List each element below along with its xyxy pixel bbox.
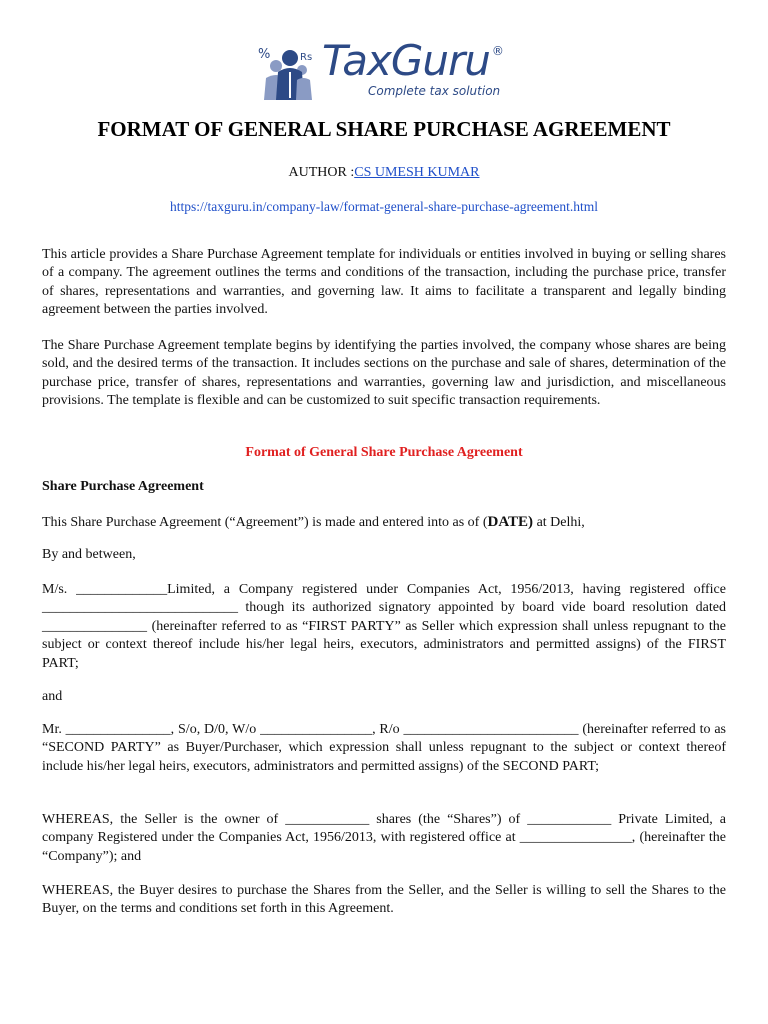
by-and-between: By and between, [42, 547, 136, 562]
people-logo-icon [256, 42, 318, 100]
svg-text:Rs: Rs [300, 52, 313, 63]
logo-wordmark: TaxGuru ® [322, 36, 503, 85]
registered-mark: ® [491, 44, 503, 58]
first-party-paragraph: M/s. _____________Limited, a Company registered under Companies Act, 1956/2013, having registered office ____________________________ though its authorized signatory appointed by board vide board resolution dated _______________ (hereinafter referred to as “FIRST PARTY” as Seller which expression shall unless repugnant to the subject or context thereof include his/her legal heirs, executors, administrators and permitted assigns) of the FIRST PART; [42, 582, 726, 671]
author-link[interactable]: CS UMESH KUMAR [354, 165, 480, 180]
and-line: and [42, 689, 63, 704]
taxguru-logo[interactable] [256, 38, 516, 102]
date-placeholder: DATE) [487, 514, 534, 530]
document-title: FORMAT OF GENERAL SHARE PURCHASE AGREEMENT [97, 117, 671, 141]
svg-text:%: % [258, 47, 271, 62]
author-prefix: AUTHOR : [288, 165, 355, 180]
second-party-paragraph: Mr. _______________, S/o, D/0, W/o ________________, R/o _________________________ (hereinafter referred to as “SECOND PARTY” as Buyer/Purchaser, which expression shall unless repugnant to the subject or context thereof include his/her legal heirs, executors, administrators and permitted assigns) of the SECOND PART; [42, 722, 726, 774]
section-heading: Format of General Share Purchase Agreement [245, 445, 523, 460]
intro-paragraph-1: This article provides a Share Purchase Agreement template for individuals or entities involved in buying or selling shares of a company. The agreement outlines the terms and conditions of the transaction, including the purchase price, transfer of shares, representations and warranties, and governing law. It aims to facilitate a transparent and legally binding agreement between the parties involved. [42, 247, 726, 318]
author-line [0, 165, 768, 181]
agreement-made-line: This Share Purchase Agreement (“Agreement”) is made and entered into as of (DATE) at Delhi, [42, 514, 585, 530]
whereas-paragraph-2: WHEREAS, the Buyer desires to purchase the Shares from the Seller, and the Seller is willing to sell the Shares to the Buyer, on the terms and conditions set forth in this Agreement. [42, 883, 726, 917]
agreement-heading: Share Purchase Agreement [42, 479, 204, 494]
article-url-link[interactable]: https://taxguru.in/company-law/format-general-share-purchase-agreement.html [169, 199, 599, 214]
logo-tagline: Complete tax solution [368, 84, 501, 98]
intro-paragraph-2: The Share Purchase Agreement template begins by identifying the parties involved, the company whose shares are being sold, and the desired terms of the transaction. It includes sections on the purchase and sale of shares, determination of the purchase price, transfer of shares, representations and warranties, governing law and jurisdiction, and miscellaneous provisions. The template is flexible and can be customized to suit specific transaction requirements. [42, 338, 726, 409]
whereas-paragraph-1: WHEREAS, the Seller is the owner of ____________ shares (the “Shares”) of ____________ Private Limited, a company Registered under the Companies Act, 1956/2013, with registered office at ________________, (hereinafter the “Company”); and [42, 812, 726, 864]
